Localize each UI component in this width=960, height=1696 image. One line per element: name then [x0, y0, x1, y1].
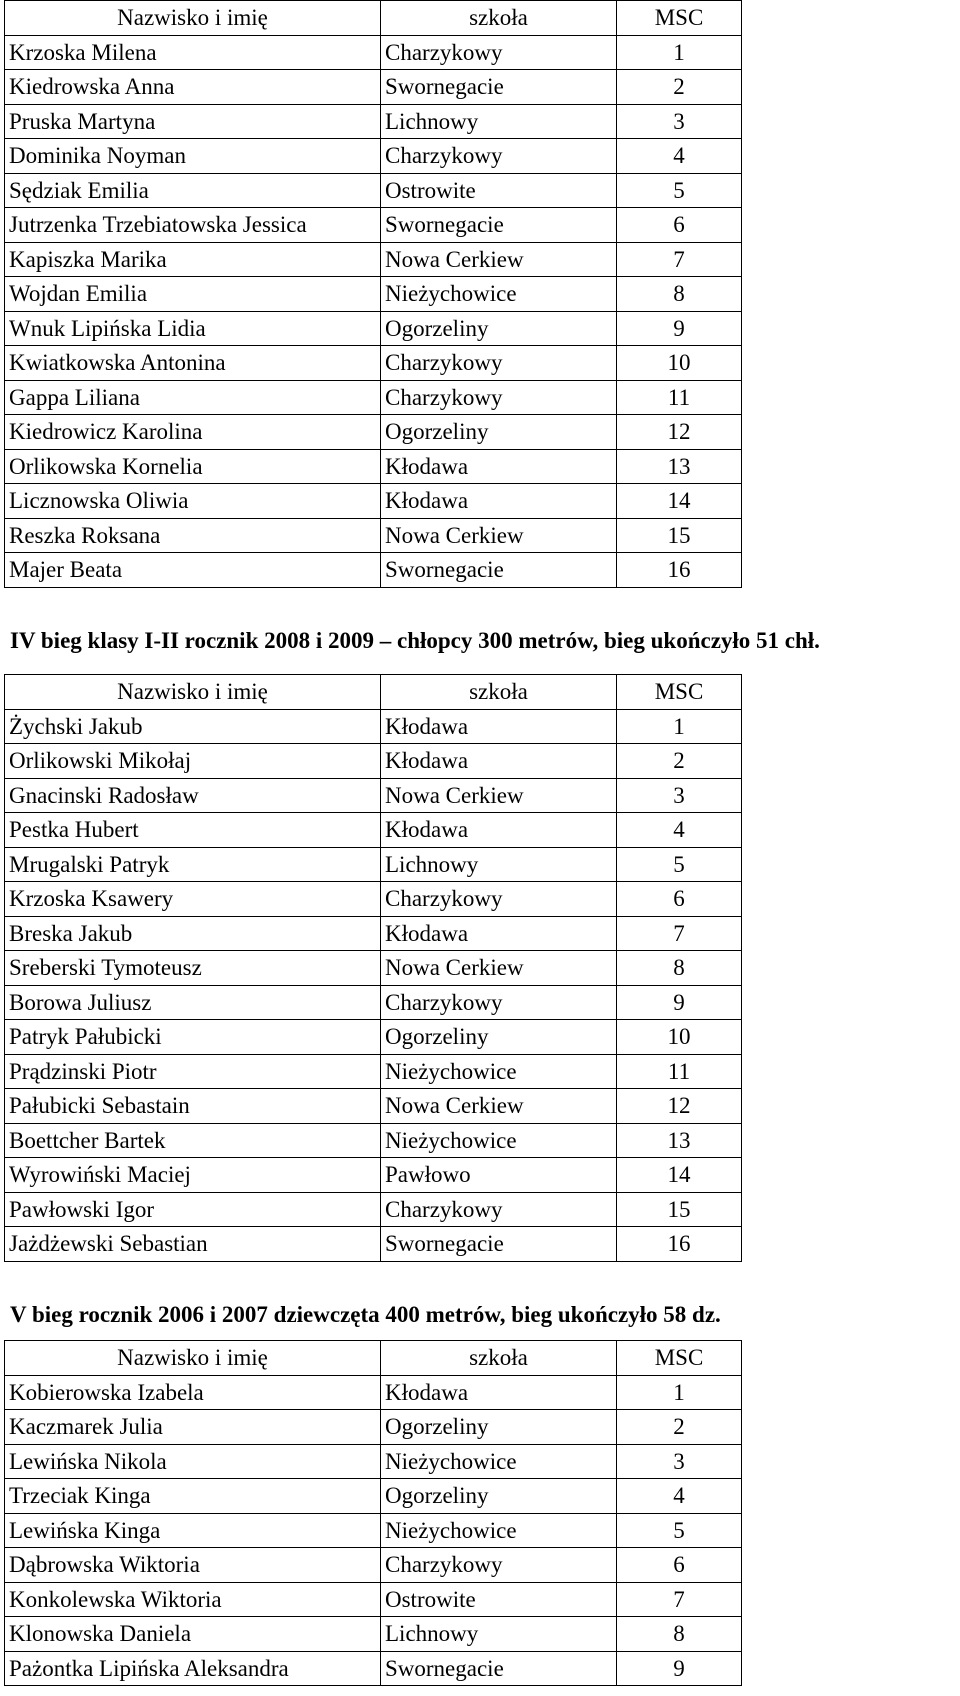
cell-place: 10 — [617, 346, 742, 381]
cell-place: 12 — [617, 1089, 742, 1124]
cell-name: Wnuk Lipińska Lidia — [5, 311, 381, 346]
cell-place: 4 — [617, 813, 742, 848]
cell-school: Nieżychowice — [381, 1513, 617, 1548]
cell-place: 4 — [617, 139, 742, 174]
cell-school: Nowa Cerkiew — [381, 242, 617, 277]
cell-place: 9 — [617, 985, 742, 1020]
results-table-2 — [4, 674, 742, 1262]
header-row — [5, 675, 742, 710]
cell-name: Pałubicki Sebastain — [5, 1089, 381, 1124]
cell-school: Charzykowy — [381, 882, 617, 917]
table-row — [5, 277, 742, 312]
table-row — [5, 813, 742, 848]
table-row — [5, 553, 742, 588]
cell-name: Licznowska Oliwia — [5, 484, 381, 519]
table-row — [5, 1513, 742, 1548]
table-row — [5, 1123, 742, 1158]
header-name: Nazwisko i imię — [5, 1341, 381, 1376]
cell-name: Krzoska Ksawery — [5, 882, 381, 917]
table-row — [5, 1375, 742, 1410]
table-row — [5, 778, 742, 813]
race-heading-v: V bieg rocznik 2006 i 2007 dziewczęta 400 metrów, bieg ukończyło 58 dz. — [10, 1302, 721, 1327]
cell-place: 12 — [617, 415, 742, 450]
cell-name: Żychski Jakub — [5, 709, 381, 744]
cell-place: 10 — [617, 1020, 742, 1055]
cell-name: Pażontka Lipińska Aleksandra — [5, 1651, 381, 1686]
table-row — [5, 709, 742, 744]
cell-school: Charzykowy — [381, 139, 617, 174]
cell-school: Pawłowo — [381, 1158, 617, 1193]
cell-name: Lewińska Kinga — [5, 1513, 381, 1548]
cell-school: Nieżychowice — [381, 1444, 617, 1479]
cell-place: 6 — [617, 208, 742, 243]
table-row — [5, 484, 742, 519]
cell-name: Dominika Noyman — [5, 139, 381, 174]
table-row — [5, 242, 742, 277]
cell-place: 3 — [617, 1444, 742, 1479]
cell-school: Charzykowy — [381, 346, 617, 381]
cell-place: 8 — [617, 951, 742, 986]
cell-name: Kiedrowicz Karolina — [5, 415, 381, 450]
cell-place: 5 — [617, 847, 742, 882]
cell-school: Nieżychowice — [381, 1054, 617, 1089]
table-row — [5, 173, 742, 208]
cell-name: Klonowska Daniela — [5, 1617, 381, 1652]
cell-school: Ostrowite — [381, 1582, 617, 1617]
race-heading-iv: IV bieg klasy I-II rocznik 2008 i 2009 – chłopcy 300 metrów, bieg ukończyło 51 chł. — [10, 628, 820, 653]
table-row — [5, 1227, 742, 1262]
results-table-1 — [4, 0, 742, 588]
cell-place: 16 — [617, 553, 742, 588]
table-row — [5, 1192, 742, 1227]
cell-place: 7 — [617, 242, 742, 277]
table-row — [5, 1582, 742, 1617]
cell-name: Sreberski Tymoteusz — [5, 951, 381, 986]
cell-school: Charzykowy — [381, 1548, 617, 1583]
table-row — [5, 35, 742, 70]
table-row — [5, 916, 742, 951]
table-row — [5, 1020, 742, 1055]
cell-name: Boettcher Bartek — [5, 1123, 381, 1158]
cell-name: Breska Jakub — [5, 916, 381, 951]
table-row — [5, 1617, 742, 1652]
cell-school: Kłodawa — [381, 744, 617, 779]
cell-school: Ogorzeliny — [381, 1020, 617, 1055]
cell-name: Sędziak Emilia — [5, 173, 381, 208]
cell-place: 8 — [617, 277, 742, 312]
cell-place: 3 — [617, 104, 742, 139]
cell-school: Ogorzeliny — [381, 415, 617, 450]
cell-name: Wojdan Emilia — [5, 277, 381, 312]
cell-school: Nowa Cerkiew — [381, 518, 617, 553]
cell-school: Charzykowy — [381, 35, 617, 70]
table-row — [5, 346, 742, 381]
cell-school: Ostrowite — [381, 173, 617, 208]
table-row — [5, 951, 742, 986]
table-row — [5, 1548, 742, 1583]
cell-place: 6 — [617, 1548, 742, 1583]
cell-school: Nieżychowice — [381, 1123, 617, 1158]
cell-place: 8 — [617, 1617, 742, 1652]
table-row — [5, 1444, 742, 1479]
header-school: szkoła — [381, 675, 617, 710]
table-row — [5, 744, 742, 779]
cell-name: Pruska Martyna — [5, 104, 381, 139]
cell-name: Pestka Hubert — [5, 813, 381, 848]
table-row — [5, 1089, 742, 1124]
cell-name: Kobierowska Izabela — [5, 1375, 381, 1410]
cell-place: 7 — [617, 916, 742, 951]
cell-place: 13 — [617, 1123, 742, 1158]
cell-name: Prądzinski Piotr — [5, 1054, 381, 1089]
cell-name: Wyrowiński Maciej — [5, 1158, 381, 1193]
cell-school: Ogorzeliny — [381, 311, 617, 346]
header-place: MSC — [617, 675, 742, 710]
cell-name: Mrugalski Patryk — [5, 847, 381, 882]
table-row — [5, 208, 742, 243]
cell-school: Nowa Cerkiew — [381, 1089, 617, 1124]
table-row — [5, 1651, 742, 1686]
cell-school: Kłodawa — [381, 709, 617, 744]
cell-name: Patryk Pałubicki — [5, 1020, 381, 1055]
cell-place: 16 — [617, 1227, 742, 1262]
table-row — [5, 847, 742, 882]
cell-school: Swornegacie — [381, 70, 617, 105]
table-row — [5, 1158, 742, 1193]
cell-school: Kłodawa — [381, 1375, 617, 1410]
cell-school: Swornegacie — [381, 1651, 617, 1686]
cell-school: Ogorzeliny — [381, 1410, 617, 1445]
cell-school: Charzykowy — [381, 380, 617, 415]
cell-name: Reszka Roksana — [5, 518, 381, 553]
cell-name: Kwiatkowska Antonina — [5, 346, 381, 381]
cell-place: 11 — [617, 1054, 742, 1089]
cell-school: Kłodawa — [381, 449, 617, 484]
header-row — [5, 1, 742, 36]
table-row — [5, 1054, 742, 1089]
cell-place: 1 — [617, 709, 742, 744]
cell-name: Kaczmarek Julia — [5, 1410, 381, 1445]
cell-place: 3 — [617, 778, 742, 813]
cell-name: Borowa Juliusz — [5, 985, 381, 1020]
cell-name: Jutrzenka Trzebiatowska Jessica — [5, 208, 381, 243]
header-row — [5, 1341, 742, 1376]
table-row — [5, 415, 742, 450]
cell-name: Trzeciak Kinga — [5, 1479, 381, 1514]
header-place: MSC — [617, 1, 742, 36]
cell-name: Konkolewska Wiktoria — [5, 1582, 381, 1617]
cell-name: Kapiszka Marika — [5, 242, 381, 277]
table-row — [5, 449, 742, 484]
cell-school: Kłodawa — [381, 813, 617, 848]
header-name: Nazwisko i imię — [5, 675, 381, 710]
cell-place: 2 — [617, 744, 742, 779]
cell-place: 14 — [617, 1158, 742, 1193]
cell-name: Gnacinski Radosław — [5, 778, 381, 813]
cell-name: Jażdżewski Sebastian — [5, 1227, 381, 1262]
table-row — [5, 882, 742, 917]
cell-place: 11 — [617, 380, 742, 415]
cell-school: Kłodawa — [381, 916, 617, 951]
cell-place: 13 — [617, 449, 742, 484]
cell-name: Orlikowski Mikołaj — [5, 744, 381, 779]
header-name: Nazwisko i imię — [5, 1, 381, 36]
cell-school: Ogorzeliny — [381, 1479, 617, 1514]
table-row — [5, 380, 742, 415]
cell-school: Lichnowy — [381, 1617, 617, 1652]
table-row — [5, 985, 742, 1020]
table-row — [5, 518, 742, 553]
cell-place: 15 — [617, 518, 742, 553]
cell-school: Swornegacie — [381, 1227, 617, 1262]
table-row — [5, 1410, 742, 1445]
cell-name: Lewińska Nikola — [5, 1444, 381, 1479]
table-row — [5, 311, 742, 346]
cell-place: 6 — [617, 882, 742, 917]
cell-school: Nowa Cerkiew — [381, 951, 617, 986]
cell-school: Lichnowy — [381, 104, 617, 139]
header-place: MSC — [617, 1341, 742, 1376]
cell-place: 14 — [617, 484, 742, 519]
table-row — [5, 139, 742, 174]
cell-place: 7 — [617, 1582, 742, 1617]
cell-school: Charzykowy — [381, 1192, 617, 1227]
header-school: szkoła — [381, 1, 617, 36]
cell-school: Charzykowy — [381, 985, 617, 1020]
table-row — [5, 104, 742, 139]
cell-name: Gappa Liliana — [5, 380, 381, 415]
cell-place: 9 — [617, 1651, 742, 1686]
cell-place: 2 — [617, 1410, 742, 1445]
cell-place: 15 — [617, 1192, 742, 1227]
cell-name: Pawłowski Igor — [5, 1192, 381, 1227]
cell-place: 4 — [617, 1479, 742, 1514]
cell-school: Swornegacie — [381, 553, 617, 588]
cell-school: Lichnowy — [381, 847, 617, 882]
results-table-3 — [4, 1340, 742, 1686]
cell-place: 5 — [617, 173, 742, 208]
cell-name: Kiedrowska Anna — [5, 70, 381, 105]
cell-name: Krzoska Milena — [5, 35, 381, 70]
cell-school: Nowa Cerkiew — [381, 778, 617, 813]
cell-place: 9 — [617, 311, 742, 346]
cell-name: Majer Beata — [5, 553, 381, 588]
cell-place: 1 — [617, 1375, 742, 1410]
cell-place: 1 — [617, 35, 742, 70]
cell-place: 2 — [617, 70, 742, 105]
cell-school: Kłodawa — [381, 484, 617, 519]
cell-name: Orlikowska Kornelia — [5, 449, 381, 484]
table-row — [5, 1479, 742, 1514]
cell-school: Nieżychowice — [381, 277, 617, 312]
cell-school: Swornegacie — [381, 208, 617, 243]
cell-name: Dąbrowska Wiktoria — [5, 1548, 381, 1583]
table-row — [5, 70, 742, 105]
cell-place: 5 — [617, 1513, 742, 1548]
header-school: szkoła — [381, 1341, 617, 1376]
